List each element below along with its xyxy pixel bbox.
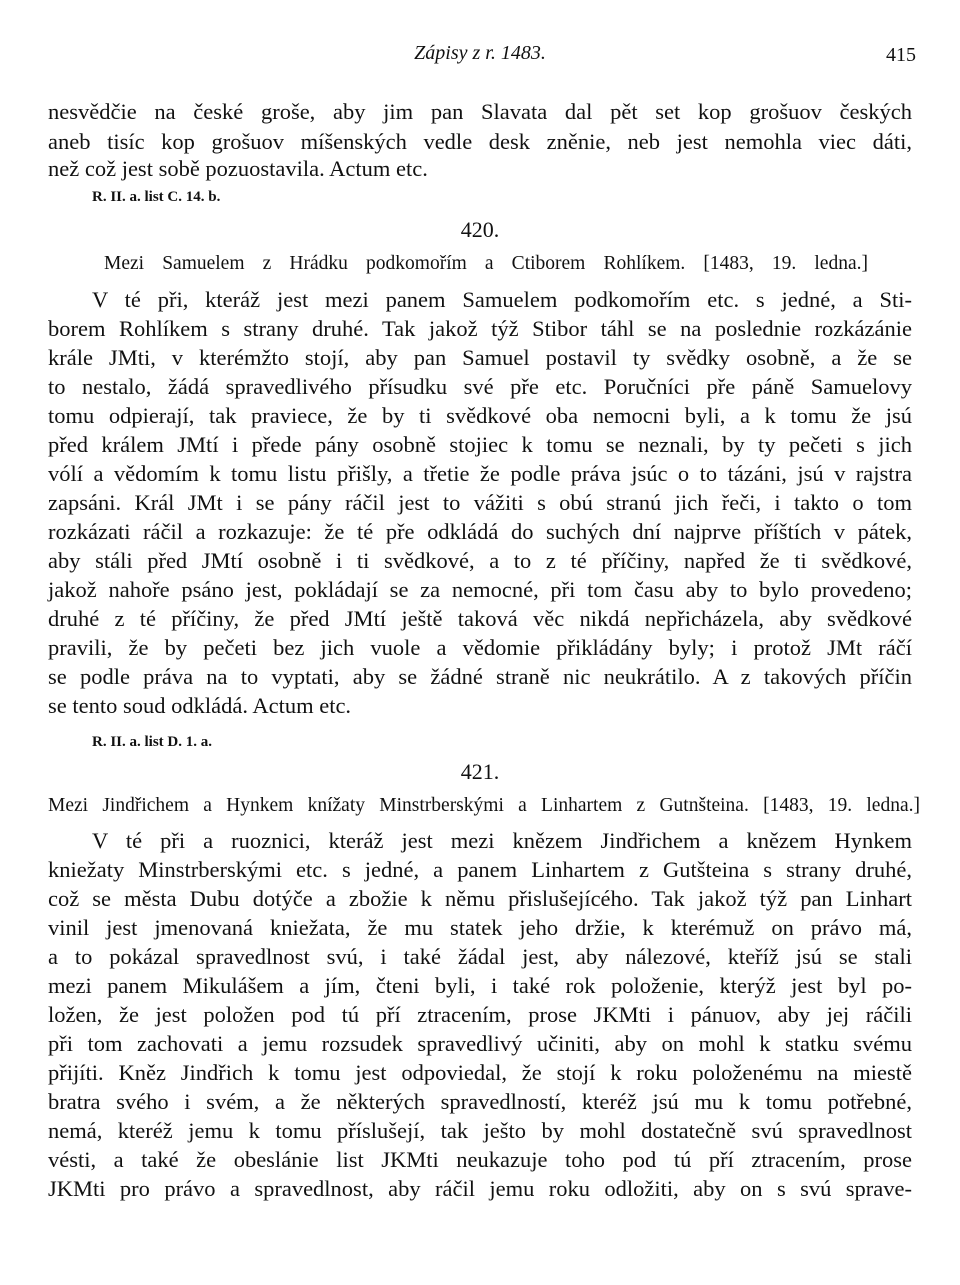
entry-number: 420. [460,217,500,242]
text-line: bratra svého i svém, a že některých spravedlností, kteréž jsú mu k tomu potřebné, [48,1089,912,1114]
source-reference: R. II. a. list C. 14. b. [92,189,221,205]
source-reference: R. II. a. list D. 1. a. [92,734,213,750]
text-line: pravili, že by pečeti bez jich vuole a vědomie přikládány byly; i protož JMt ráčí [48,635,912,660]
text-line: mezi panem Mikulášem a jím, čteni byli, i také rok položenie, kterýž jest byl po- [48,973,912,998]
text-line: aneb tisíc kop grošuov míšenských vedle desk zněnie, neb jest nemohla viec dáti, [48,129,912,154]
text-line: při tom zachovati a jemu rozsudek spravedlivý učiniti, aby on mohl k statku svému [48,1031,912,1056]
text-line: to nestalo, žádá spravedlivého přísudku své pře etc. Poručníci pře páně Samuelovy [48,374,912,399]
entry-number: 421. [460,759,500,784]
entry-heading: Mezi Samuelem z Hrádku podkomořím a Ctiborem Rohlíkem. [1483, 19. ledna.] [104,253,868,274]
text-line: rozkázati ráčil a rozkazuje: že té pře odkládá do suchých dní najprve příštích v pátek, [48,519,912,544]
text-line: zapsáni. Král JMt i se pány ráčil jest to vážiti s obú stranú jich řeči, i takto o tom [48,490,912,515]
text-line: nemá, kteréž jemu k tomu příslušejí, tak ješto by mohl dostatečně svú spravedlnost [48,1118,912,1143]
text-line: druhé z té příčiny, že před JMtí ještě taková věc nikdá nepřicházela, aby svědkové [48,606,912,631]
text-line: krále JMti, v kterémžto stojí, aby pan Samuel postavil ty svědky osobně, a že se [48,345,912,370]
entry-heading: Mezi Jindřichem a Hynkem knížaty Minstrberskými a Linhartem z Gutnšteina. [1483, 19. ledna.] [48,795,920,816]
text-line: aby stáli před JMtí osobně i ti svědkové, a to z té příčiny, napřed že ti svědkové, [48,548,912,573]
text-line: kniežaty Minstrberskými etc. s jedné, a panem Linhartem z Gutšteina s strany druhé, [48,857,912,882]
text-line: vinil jest jmenovaná kniežata, že mu statek jeho držie, k kterémuž on právo má, [48,915,912,940]
text-line: vólí a vědomím k tomu listu přišly, a třetie že podle práva jsúc o to tázáni, jsú v rajstra [48,461,912,486]
text-line: JKMti pro právo a spravedlnost, aby ráčil jemu roku odložiti, aby on s svú sprave- [48,1176,912,1201]
text-line: před králem JMtí i přede pány osobně stojiec k tomu se neznali, by ty pečeti s jich [48,432,912,457]
text-line: ložen, že jest položen pod tú pří ztracením, prose JKMti i pánuov, aby jej ráčili [48,1002,912,1027]
text-line: se tento soud odkládá. Actum etc. [48,693,352,718]
text-line: V té při a ruoznici, kteráž jest mezi knězem Jindřichem a knězem Hynkem [92,828,912,853]
text-line: což se města Dubu dotýče a zbožie k němu přislušejícého. Tak jakož týž pan Linhart [48,886,912,911]
text-line: se podle práva na to vyptati, aby se žádné straně nic neukrátilo. A z takových příčin [48,664,912,689]
text-line: než což jest sobě pozuostavila. Actum etc. [48,156,428,181]
text-line: vésti, a také že obeslánie list JKMti neukazuje toho pod tú pří ztracením, prose [48,1147,912,1172]
running-header-title: Zápisy z r. 1483. [414,42,546,64]
text-line: tomu odpierají, tak praviece, že by ti svědkové oba nemocni byli, a k tomu že jsú [48,403,912,428]
text-line: V té při, kteráž jest mezi panem Samuelem podkomořím etc. s jedné, a Sti- [92,287,912,312]
page-number: 415 [886,44,916,66]
text-line: přijíti. Kněz Jindřich k tomu jest odpoviedal, že stojí k roku položenému na miestě [48,1060,912,1085]
text-line: jakož nahoře psáno jest, pokládají se za nemocné, při tom času aby to bylo provedeno; [48,577,912,602]
text-line: borem Rohlíkem s strany druhé. Tak jakož týž Stibor táhl se na poslednie rozkázánie [48,316,912,341]
text-line: a to pokázal spravedlnost svú, i také žádal jest, aby nálezové, kteříž jsú se stali [48,944,912,969]
text-line: nesvědčie na české groše, aby jim pan Slavata dal pět set kop grošuov českých [48,99,912,124]
